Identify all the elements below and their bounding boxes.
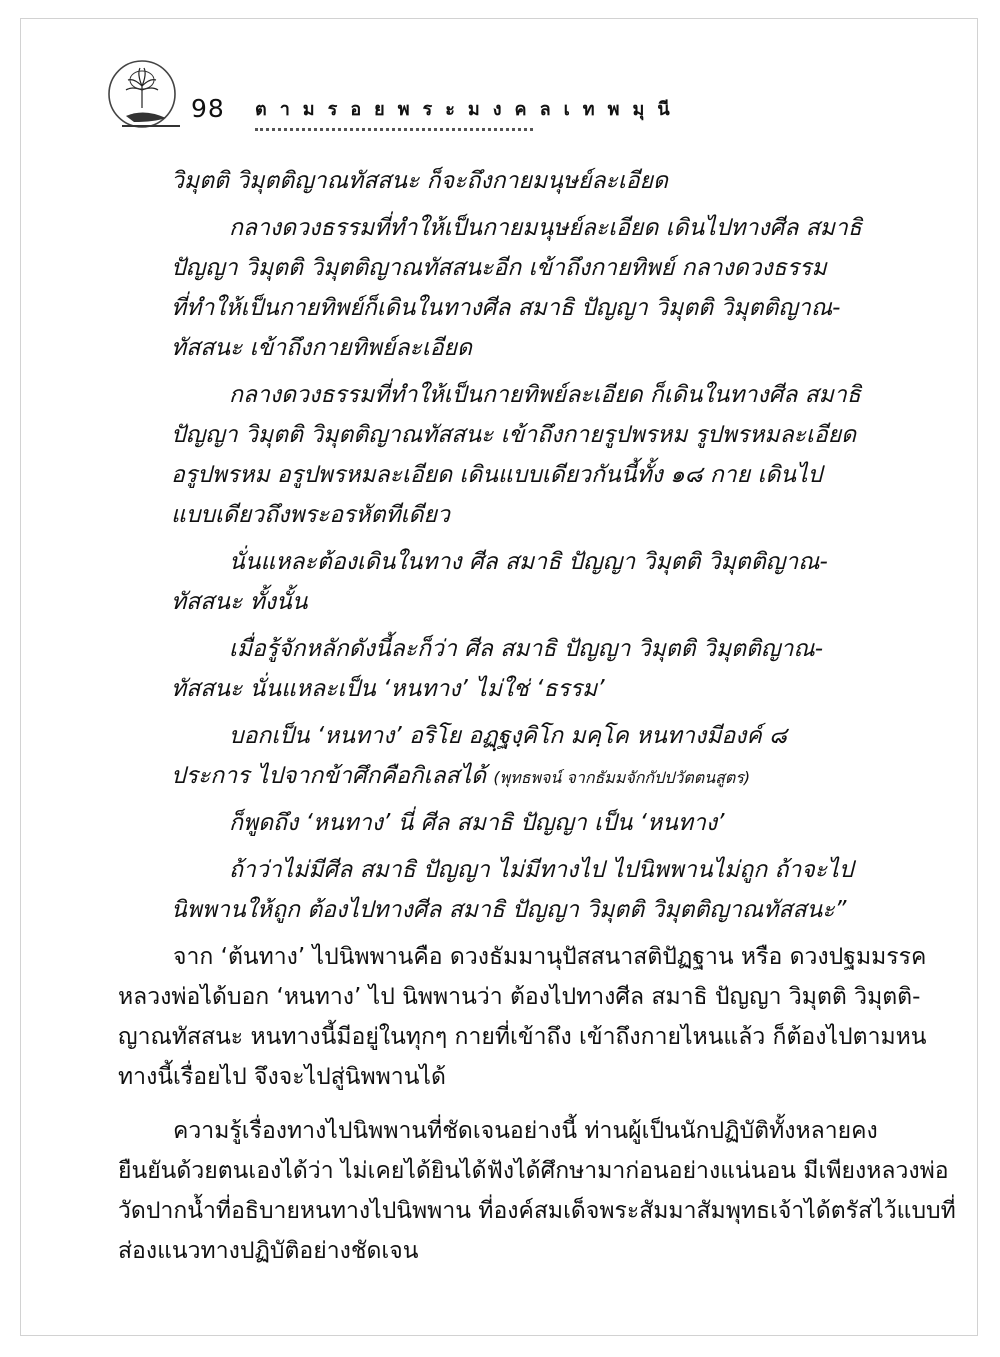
body-line: ความรู้เรื่องทางไปนิพพานที่ชัดเจนอย่างนี้ ท่านผู้เป็นนักปฏิบัติทั้งหลายคง (173, 1118, 878, 1144)
quote-line: ก็พูดถึง ‘หนทาง’ นี่ ศีล สมาธิ ปัญญา เป็น ‘หนทาง’ (229, 810, 725, 836)
body-line: หลวงพ่อได้บอก ‘หนทาง’ ไป นิพพานว่า ต้องไปทางศีล สมาธิ ปัญญา วิมุตติ วิมุตติ- (118, 984, 921, 1010)
body-line: วัดปากน้ำที่อธิบายหนทางไปนิพพาน ที่องค์สมเด็จพระสัมมาสัมพุทธเจ้าได้ตรัสไว้แบบที่ (118, 1198, 956, 1224)
quote-line: ทัสสนะ นั่นแหละเป็น ‘หนทาง’ ไม่ใช่ ‘ธรรม’ (171, 676, 605, 702)
body-line: ส่องแนวทางปฏิบัติอย่างชัดเจน (118, 1238, 419, 1264)
quote-line: อรูปพรหม อรูปพรหมละเอียด เดินแบบเดียวกันนี้ทั้ง ๑๘ กาย เดินไป (171, 462, 823, 488)
quote-line: ปัญญา วิมุตติ วิมุตติญาณทัสสนะอีก เข้าถึงกายทิพย์ กลางดวงธรรม (171, 255, 827, 281)
body-line: ทางนี้เรื่อยไป จึงจะไปสู่นิพพานได้ (118, 1064, 446, 1090)
quote-line: นั่นแหละต้องเดินในทาง ศีล สมาธิ ปัญญา วิมุตติ วิมุตติญาณ- (229, 549, 828, 575)
quote-line: กลางดวงธรรมที่ทำให้เป็นกายมนุษย์ละเอียด เดินไปทางศีล สมาธิ (229, 215, 862, 241)
quote-line: ทัสสนะ เข้าถึงกายทิพย์ละเอียด (171, 335, 472, 361)
quote-line: กลางดวงธรรมที่ทำให้เป็นกายทิพย์ละเอียด ก็เดินในทางศีล สมาธิ (229, 382, 861, 408)
quote-line: ถ้าว่าไม่มีศีล สมาธิ ปัญญา ไม่มีทางไป ไปนิพพานไม่ถูก ถ้าจะไป (229, 857, 854, 883)
quote-line: ทัสสนะ ทั้งนั้น (171, 589, 308, 615)
quote-line: ปัญญา วิมุตติ วิมุตติญาณทัสสนะ เข้าถึงกายรูปพรหม รูปพรหมละเอียด (171, 422, 857, 448)
quote-line: เมื่อรู้จักหลักดังนี้ละก็ว่า ศีล สมาธิ ปัญญา วิมุตติ วิมุตติญาณ- (229, 636, 824, 662)
quote-line: วิมุตติ วิมุตติญาณทัสสนะ ก็จะถึงกายมนุษย์ละเอียด (171, 168, 668, 194)
header-dotted-rule (255, 128, 533, 131)
source-note: (พุทธพจน์ จากธัมมจักกัปปวัตตนสูตร) (493, 768, 751, 787)
quote-line: แบบเดียวถึงพระอรหัตทีเดียว (171, 502, 450, 528)
running-title: ตามรอยพระมงคลเทพมุนี (255, 99, 683, 120)
body-line: จาก ‘ต้นทาง’ ไปนิพพานคือ ดวงธัมมานุปัสสนาสติปัฏฐาน หรือ ดวงปฐมมรรค (173, 944, 927, 970)
quote-line-with-note (171, 761, 750, 793)
quote-line: ที่ทำให้เป็นกายทิพย์ก็เดินในทางศีล สมาธิ ปัญญา วิมุตติ วิมุตติญาณ- (171, 295, 841, 321)
page-number: 98 (191, 94, 225, 123)
quote-line: นิพพานให้ถูก ต้องไปทางศีล สมาธิ ปัญญา วิมุตติ วิมุตติญาณทัสสนะ” (171, 897, 847, 923)
quote-line: บอกเป็น ‘หนทาง’ อริโย อฏฺฐงฺคิโก มคฺโค หนทางมีองค์ ๘ (229, 723, 787, 749)
body-line: ญาณทัสสนะ หนทางนี้มีอยู่ในทุกๆ กายที่เข้าถึง เข้าถึงกายไหนแล้ว ก็ต้องไปตามหน (118, 1024, 927, 1050)
quote-line-text: ประการ ไปจากข้าศึกคือกิเลสได้ (171, 763, 487, 789)
lotus-tree-logo-icon (104, 56, 194, 138)
body-line: ยืนยันด้วยตนเองได้ว่า ไม่เคยได้ยินได้ฟังได้ศึกษามาก่อนอย่างแน่นอน มีเพียงหลวงพ่อ (118, 1158, 949, 1184)
